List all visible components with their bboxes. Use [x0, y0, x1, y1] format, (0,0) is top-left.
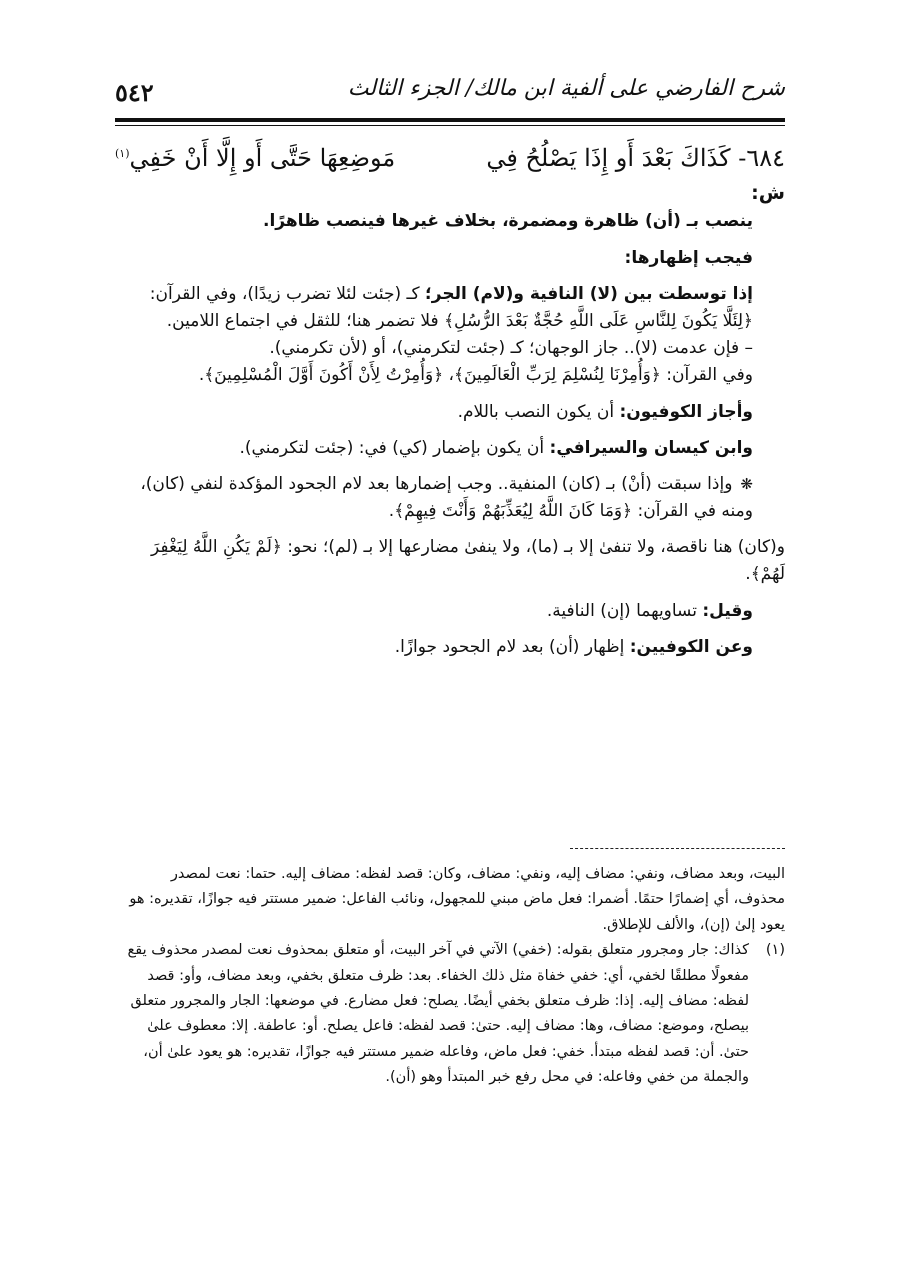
page-header [115, 72, 785, 116]
p6-label: وأجاز الكوفيون: [619, 401, 753, 422]
verse-hemistich-2: مَوضِعِهَا حَتَّى أَو إِلَّا أَنْ خَفِي [129, 144, 396, 172]
verse-hemistich-2-wrap [115, 140, 395, 176]
paragraph-5 [115, 362, 785, 389]
paragraph-8 [115, 471, 785, 525]
p5-separator: ، [443, 365, 455, 386]
p7-text: أن يكون بإضمار (كي) في: (جئت لتكرمني). [239, 437, 550, 458]
footnote-1-text: كذاك: جار ومجرور متعلق بقوله: (خفي) الآتي في آخر البيت، أو متعلق بمحذوف نعت لمصدر محذوف يقع مفعولًا مطلقًا لخفي، أي: خفي خفاة مثل ذلك الخفاء. بعد: ظرف متعلق بخفي، وبعد مضاف، وأو: قصد لفظه: مضاف إليه. إذا: ظرف متعلق بخفي أيضًا. يصلح: فعل مضارع. في موضعها: الجار والمجرور متعلق بيصلح، وموضع: مضاف، وها: مضاف إليه. حتىٰ: قصد لفظه: فاعل يصلح. أو: عاطفة. إلا: معطوف علىٰ حتىٰ. أن: قصد لفظه مبتدأ. خفي: فعل ماض، وفاعله ضمير مستتر فيه جوازًا، تقديره: هو يعود علىٰ أن، والجملة من خفي وفاعله: في محل رفع خبر المبتدأ وهو (أن). [127, 942, 749, 1085]
paragraph-9 [115, 534, 785, 588]
footnote-continuation [115, 862, 785, 938]
p8-text: وإذا سبقت (أنْ) بـ (كان) المنفية.. وجب إضمارها بعد لام الجحود المؤكدة لنفي (كان)، ومنه في القرآن: [140, 473, 753, 522]
paragraph-6 [115, 399, 785, 426]
header-rule-thin [115, 125, 785, 126]
running-title: شرح الفارضي على ألفية ابن مالك/ الجزء الثالث [347, 76, 785, 101]
quran-verse-5: ﴿لَمْ يَكُنِ اللَّهُ لِيَغْفِرَ لَهُمْ﴾ [151, 537, 785, 585]
footnote-continuation-text: البيت، وبعد مضاف، ونفي: مضاف إليه، ونفي: مضاف، وكان: قصد لفظه: مضاف إليه. حتما: نعت لمصدر محذوف، أي إضمارًا حتمًا. أضمرا: فعل ماض مبني للمجهول، ونائب الفاعل: ضمير مستتر فيه جوازًا، تقديره: هو يعود إلىٰ (إن)، والألف للإطلاق. [129, 866, 785, 933]
page-number: ٥٤٢ [115, 78, 154, 107]
paragraph-7 [115, 435, 785, 462]
quran-verse-2: ﴿وَأُمِرْنَا لِنُسْلِمَ لِرَبِّ الْعَالَمِينَ﴾ [454, 365, 661, 386]
footnote-1 [115, 938, 785, 1090]
p10-text: تساويهما (إن) النافية. [546, 600, 703, 621]
footnotes [115, 862, 785, 1090]
footnote-1-number: (١) [765, 942, 785, 959]
sharh-label: ش: [751, 182, 785, 204]
quran-verse-3: ﴿وَأُمِرْتُ لِأَنْ أَكُونَ أَوَّلَ الْمُسْلِمِينَ﴾ [204, 365, 444, 386]
p3-conclusion: فلا تضمر هنا؛ للثقل في اجتماع اللامين. [166, 310, 445, 331]
p6-text: أن يكون النصب باللام. [457, 401, 620, 422]
p11-label: وعن الكوفيين: [629, 636, 753, 657]
p3-example: كـ (جئت لئلا تضرب زيدًا)، وفي القرآن: [149, 283, 425, 304]
paragraph-10 [115, 598, 785, 625]
paragraph-2-heading: فيجب إظهارها: [624, 247, 753, 268]
paragraph-1: ينصب بـ (أن) ظاهرة ومضمرة، بخلاف غيرها فينصب ظاهرًا. [263, 211, 753, 232]
main-text [115, 140, 785, 661]
p5-intro: وفي القرآن: [660, 365, 753, 386]
header-rule-thick [115, 118, 785, 122]
paragraph-11 [115, 634, 785, 661]
paragraph-3 [115, 281, 785, 335]
p7-label: وابن كيسان والسيرافي: [549, 437, 753, 458]
p11-text: إظهار (أن) بعد لام الجحود جوازًا. [394, 636, 630, 657]
p9-text: و(كان) هنا ناقصة، ولا تنفىٰ إلا بـ (ما)، ولا ينفىٰ مضارعها إلا بـ (لم)؛ نحو: [281, 537, 785, 558]
p3-condition: إذا توسطت بين (لا) النافية و(لام) الجر؛ [425, 283, 753, 304]
asterism-icon: ❋ [740, 474, 753, 493]
p8-end: . [388, 501, 395, 522]
verse-line [115, 140, 785, 176]
footnote-marker: (١) [115, 147, 130, 160]
paragraph-4: – فإن عدمت (لا).. جاز الوجهان؛ كـ (جئت لتكرمني)، أو (لأن تكرمني). [269, 338, 753, 359]
quran-verse-4: ﴿وَمَا كَانَ اللَّهُ لِيُعَذِّبَهُمْ وَأَنْتَ فِيهِمْ﴾ [394, 501, 633, 522]
verse-hemistich-1: ٦٨٤- كَذَاكَ بَعْدَ أَو إِذَا يَصْلُحُ فِي [486, 144, 785, 172]
p5-end: . [198, 365, 205, 386]
footnote-separator [570, 848, 785, 849]
quran-verse-1: ﴿لِئَلَّا يَكُونَ لِلنَّاسِ عَلَى اللَّهِ حُجَّةٌ بَعْدَ الرُّسُلِ﴾ [444, 310, 753, 331]
p9-end: . [745, 564, 751, 585]
p10-label: وقيل: [702, 600, 753, 621]
